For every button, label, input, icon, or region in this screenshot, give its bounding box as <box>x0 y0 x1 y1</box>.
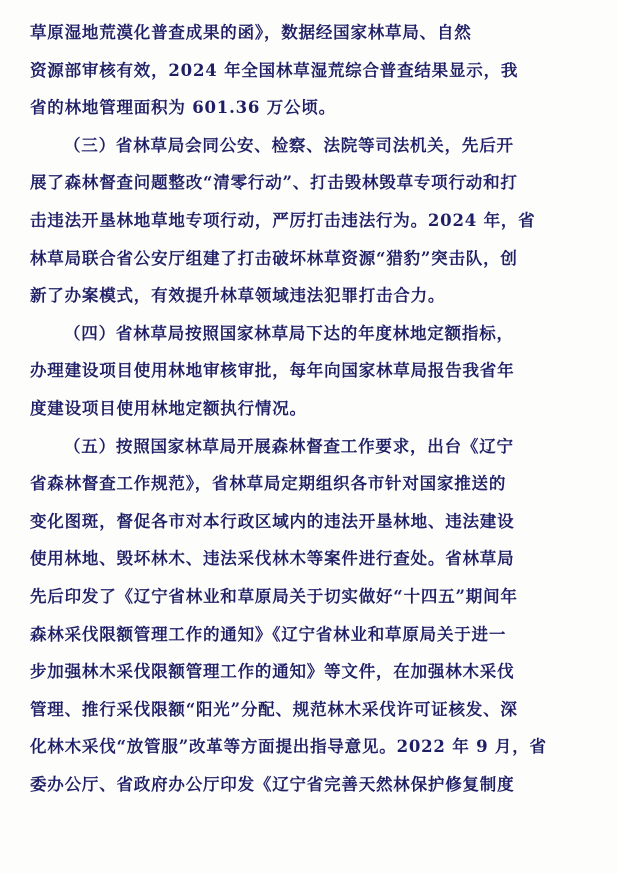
text-line: 资源部审核有效，2024 年全国林草湿荒综合普查结果显示，我 <box>30 60 519 80</box>
text-line: 变化图斑，督促各市对本行政区域内的违法开垦林地、违法建设 <box>30 511 515 531</box>
document-body <box>30 14 590 803</box>
text-line: 草原湿地荒漠化普查成果的函》，数据经国家林草局、自然 <box>30 23 472 42</box>
text-line: 省的林地管理面积为 601.36 万公顷。 <box>30 98 336 118</box>
text-line: 管理、推行采伐限额“阳光”分配、规范林木采伐许可证核发、深 <box>30 699 518 719</box>
text-line: 步加强林木采伐限额管理工作的通知》等文件，在加强林木采伐 <box>30 662 515 682</box>
text-line: 化林木采伐“放管服”改革等方面提出指导意见。2022 年 9 月，省 <box>30 737 547 757</box>
text-line: 办理建设项目使用林地审核审批，每年向国家林草局报告我省年 <box>30 361 515 381</box>
paragraph-start-line: （四）省林草局按照国家林草局下达的年度林地定额指标， <box>64 323 514 343</box>
paragraph-start-line: （五）按照国家林草局开展森林督查工作要求，出台《辽宁 <box>64 436 514 456</box>
text-line: 新了办案模式，有效提升林草领域违法犯罪打击合力。 <box>30 286 446 306</box>
text-line: 林草局联合省公安厅组建了打击破坏林草资源“猎豹”突击队，创 <box>30 248 518 268</box>
text-line: 击违法开垦林地草地专项行动，严厉打击违法行为。2024 年，省 <box>30 210 536 230</box>
text-line: 度建设项目使用林地定额执行情况。 <box>30 398 307 418</box>
text-line: 委办公厅、省政府办公厅印发《辽宁省完善天然林保护修复制度 <box>30 774 515 794</box>
paragraph-start-line: （三）省林草局会同公安、检察、法院等司法机关，先后开 <box>64 135 514 155</box>
text-line: 展了森林督查问题整改“清零行动”、打击毁林毁草专项行动和打 <box>30 173 518 193</box>
text-line: 使用林地、毁坏林木、违法采伐林木等案件进行查处。省林草局 <box>30 549 515 569</box>
text-line: 先后印发了《辽宁省林业和草原局关于切实做好“十四五”期间年 <box>30 586 518 606</box>
text-line: 省森林督查工作规范》，省林草局定期组织各市针对国家推送的 <box>30 474 507 494</box>
text-line: 森林采伐限额管理工作的通知》《辽宁省林业和草原局关于进一 <box>30 624 507 644</box>
